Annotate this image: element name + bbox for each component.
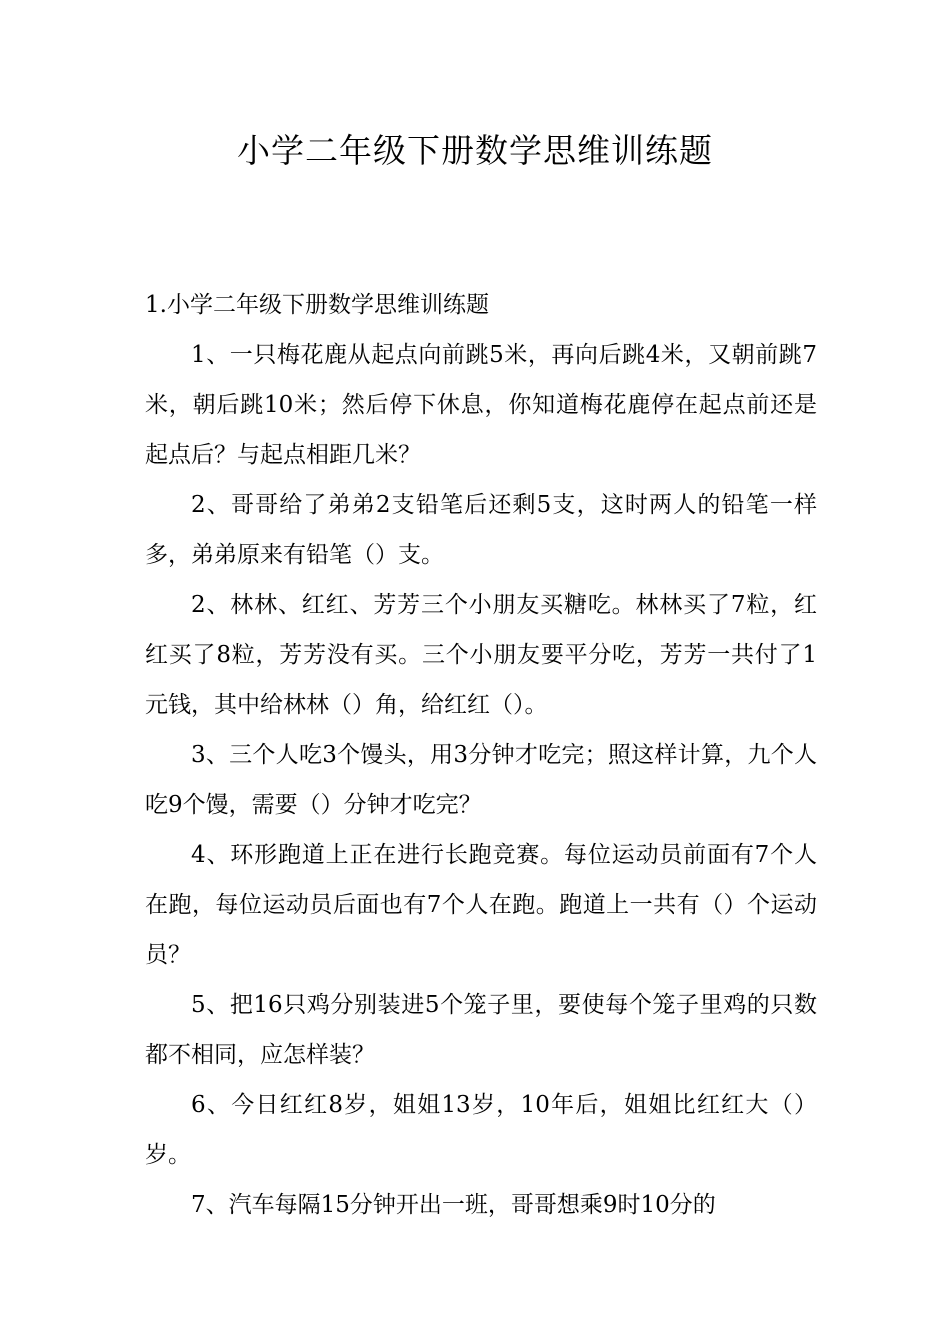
question-paragraph: 2、哥哥给了弟弟2支铅笔后还剩5支，这时两人的铅笔一样多，弟弟原来有铅笔（）支。 [145,492,817,568]
page-title: 小学二年级下册数学思维训练题 [237,131,713,170]
question-paragraph: 6、今日红红8岁，姐姐13岁，10年后，姐姐比红红大（）岁。 [145,1092,817,1168]
question-paragraph: 3、三个人吃3个馒头，用3分钟才吃完；照这样计算，九个人吃9个馒，需要（）分钟才吃完？ [145,742,817,818]
question-paragraph: 2、林林、红红、芳芳三个小朋友买糖吃。林林买了7粒，红红买了8粒，芳芳没有买。三个小朋友要平分吃，芳芳一共付了1元钱，其中给林林（）角，给红红（）。 [145,592,817,718]
question-paragraph: 5、把16只鸡分别装进5个笼子里，要使每个笼子里鸡的只数都不相同，应怎样装？ [145,992,817,1068]
document-body [145,280,817,1230]
question-paragraph: 1、一只梅花鹿从起点向前跳5米，再向后跳4米，又朝前跳7米，朝后跳10米；然后停下休息，你知道梅花鹿停在起点前还是起点后？与起点相距几米？ [145,342,817,468]
question-paragraph: 4、环形跑道上正在进行长跑竞赛。每位运动员前面有7个人在跑，每位运动员后面也有7个人在跑。跑道上一共有（）个运动员？ [145,842,817,968]
section-heading: 1.小学二年级下册数学思维训练题 [145,292,489,318]
question-paragraph: 7、汽车每隔15分钟开出一班，哥哥想乘9时10分的 [191,1192,716,1218]
